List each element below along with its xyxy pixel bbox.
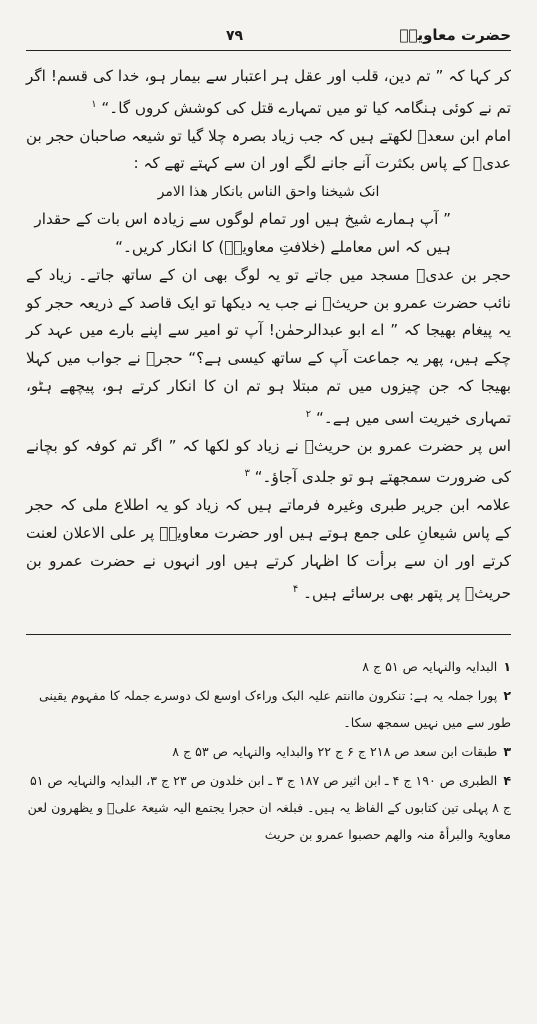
paragraph-4: اس پر حضرت عمرو بن حریثؓ نے زیاد کو لکھا کہ ” اگر تم کوفہ کو بچانے کی ضرورت سمجھتے ہو تو جلدی آجاؤ۔“ $^۳$ [26, 436, 511, 487]
footnote-ref-1: ۱ [91, 98, 97, 110]
page-header [26, 18, 511, 44]
paragraph-5: علامہ ابن جریر طبری وغیرہ فرماتے ہیں کہ زیاد کو یہ اطلاع ملی کہ حجر کے پاس شیعانِ علی جمع ہوتے ہیں اور حضرت معاویہؓ پر علی الاعلان لعنت کرتے اور ان سے برأت کا اظہار کرتے ہیں اور انہوں نے حضرت عمرو بن حریثؓ پر پتھر بھی برسائے ہیں۔ $^۴$ [26, 496, 511, 602]
footnote-item: ۱البدایہ والنہایہ ص ۵۱ ج ۸ [362, 658, 511, 674]
paragraph-2: امام ابن سعدؒ لکھتے ہیں کہ جب زیاد بصرہ چلا گیا تو شیعہ صاحبان حجر بن عدیؓ کے پاس بکثرت آنے جانے لگے اور ان سے کہتے تھے کہ : [26, 126, 511, 173]
footnotes [26, 653, 511, 848]
paragraph-3: حجر بن عدیؓ مسجد میں جاتے تو یہ لوگ بھی ان کے ساتھ جاتے۔ زیاد کے نائب حضرت عمرو بن حریثؓ نے جب یہ دیکھا تو ایک قاصد کے ذریعہ حجر کو یہ پیغام بھیجا کہ ” اے ابو عبدالرحمٰن! آپ تو امیر سے اپنے بارے میں عہد کر چکے ہیں، پھر یہ جماعت آپ کے ساتھ کیسی ہے؟“ حجرؓ نے جواب میں کہلا بھیجا کہ جن چیزوں میں تم مبتلا ہو تم ان کا انکار کرتے ہو، پیچھے ہٹو، تمہاری خیریت اسی میں ہے۔“ $^۲$ [26, 265, 511, 427]
header-rule [26, 50, 511, 51]
footnote-separator [26, 634, 511, 635]
footnote-ref-3: ۳ [244, 468, 250, 480]
urdu-quote-translation: ” آپ ہمارے شیخ ہیں اور تمام لوگوں سے زیادہ اس بات کے حقدار ہیں کہ اس معاملے (خلافتِ معاویہؓ) کا انکار کریں۔“ [34, 210, 451, 257]
page-number: ۷۹ [226, 28, 244, 44]
running-title: حضرت معاویہؓ [399, 26, 511, 44]
paragraph-1: کر کہا کہ ” تم دین، قلب اور عقل ہر اعتبار سے بیمار ہو، خدا کی قسم! اگر تم نے کوئی ہنگامہ کیا تو میں تمہارے قتل کی کوشش کروں گا۔“ $^۱$ [26, 67, 511, 117]
page-body [26, 63, 511, 608]
arabic-quote: انک شیخنا واحق الناس بانکار ھذا الامر [157, 184, 380, 201]
footnote-item: ۲پورا جملہ یہ ہے: تنکرون ماانتم علیہ البک وراءک اوسع لک دوسرے جملہ کا مفہوم یقینی طور سے میں نہیں سمجھ سکا۔ [39, 687, 511, 730]
footnote-ref-2: ۲ [305, 408, 312, 420]
footnote-item: ۳طبقات ابن سعد ص ۲۱۸ ج ۶ ج ۲۲ والبدایہ والنہایہ ص ۵۳ ج ۸ [172, 743, 511, 759]
footnote-ref-4: ۴ [292, 583, 299, 595]
footnote-item: ۴الطبری ص ۱۹۰ ج ۴ ـ ابن اثیر ص ۱۸۷ ج ۳ ـ ابن خلدون ص ۲۳ ج ۳، البدایہ والنہایہ ص ۵۱ ج ۸ پہلی تین کتابوں کے الفاظ یہ ہیں۔ فبلغہ ان حجرا یجتمع الیہ شیعۃ علیؓ و یظھرون لعن معاویۃ والبرأۃ منہ والھم حصبوا عمرو بن حریث [27, 772, 511, 842]
